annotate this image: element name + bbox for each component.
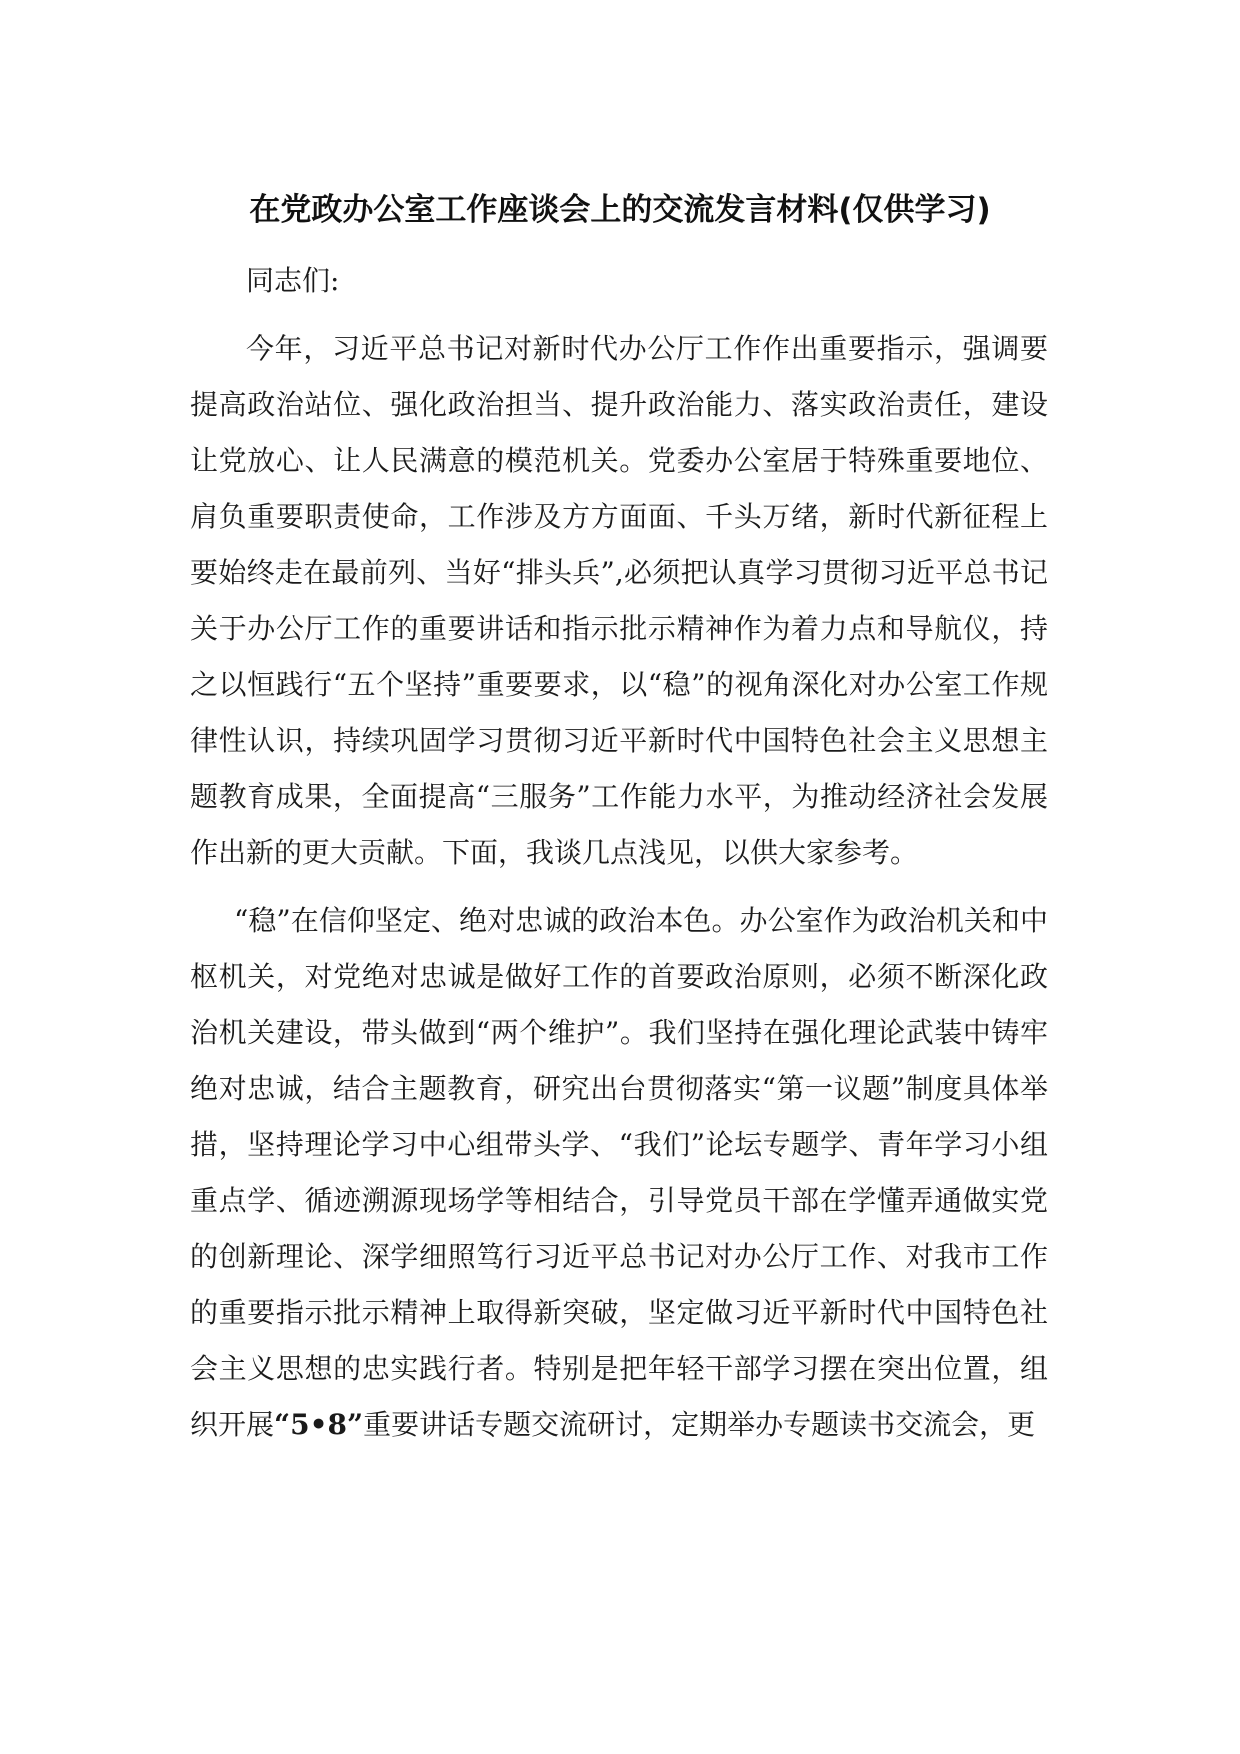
salutation: 同志们: — [246, 264, 340, 297]
event-name-bold: “5•8” — [274, 1408, 364, 1441]
document-title: 在党政办公室工作座谈会上的交流发言材料(仅供学习) — [249, 192, 991, 228]
paragraph-stability-political-text: “稳”在信仰坚定、绝对忠诚的政治本色。办公室作为政治机关和中枢机关，对党绝对忠诚是做好工作的首要政治原则，必须不断深化政治机关建设，带头做到“两个维护”。我们坚持在强化理论武装中铸牢绝对忠诚，结合主题教育，研究出台贯彻落实“第一议题”制度具体举措，坚持理论学习中心组带头学、“我们”论坛专题学、青年学习小组重点学、循迹溯源现场学等相结合，引导党员干部在学懂弄通做实党的创新理论、深学细照笃行习近平总书记对办公厅工作、对我市工作的重要指示批示精神上取得新突破，坚定做习近平新时代中国特色社会主义思想的忠实践行者。特别是把年轻干部学习摆在突出位置，组织开展 — [190, 904, 1048, 1441]
paragraph-stability-political-tail: 重要讲话专题交流研讨，定期举办专题读书交流会，更 — [363, 1408, 1036, 1441]
paragraph-intro: 今年，习近平总书记对新时代办公厅工作作出重要指示，强调要提高政治站位、强化政治担当、提升政治能力、落实政治责任，建设让党放心、让人民满意的模范机关。党委办公室居于特殊重要地位、肩负重要职责使命，工作涉及方方面面、千头万绪，新时代新征程上要始终走在最前列、当好“排头兵”,必须把认真学习贯彻习近平总书记关于办公厅工作的重要讲话和指示批示精神作为着力点和导航仪，持之以恒践行“五个坚持”重要要求，以“稳”的视角深化对办公室工作规律性认识，持续巩固学习贯彻习近平新时代中国特色社会主义思想主题教育成果，全面提高“三服务”工作能力水平，为推动经济社会发展作出新的更大贡献。下面，我谈几点浅见，以供大家参考。 — [190, 332, 1048, 869]
document-body — [190, 253, 1048, 1453]
paragraph-stability-political — [190, 893, 1048, 1453]
